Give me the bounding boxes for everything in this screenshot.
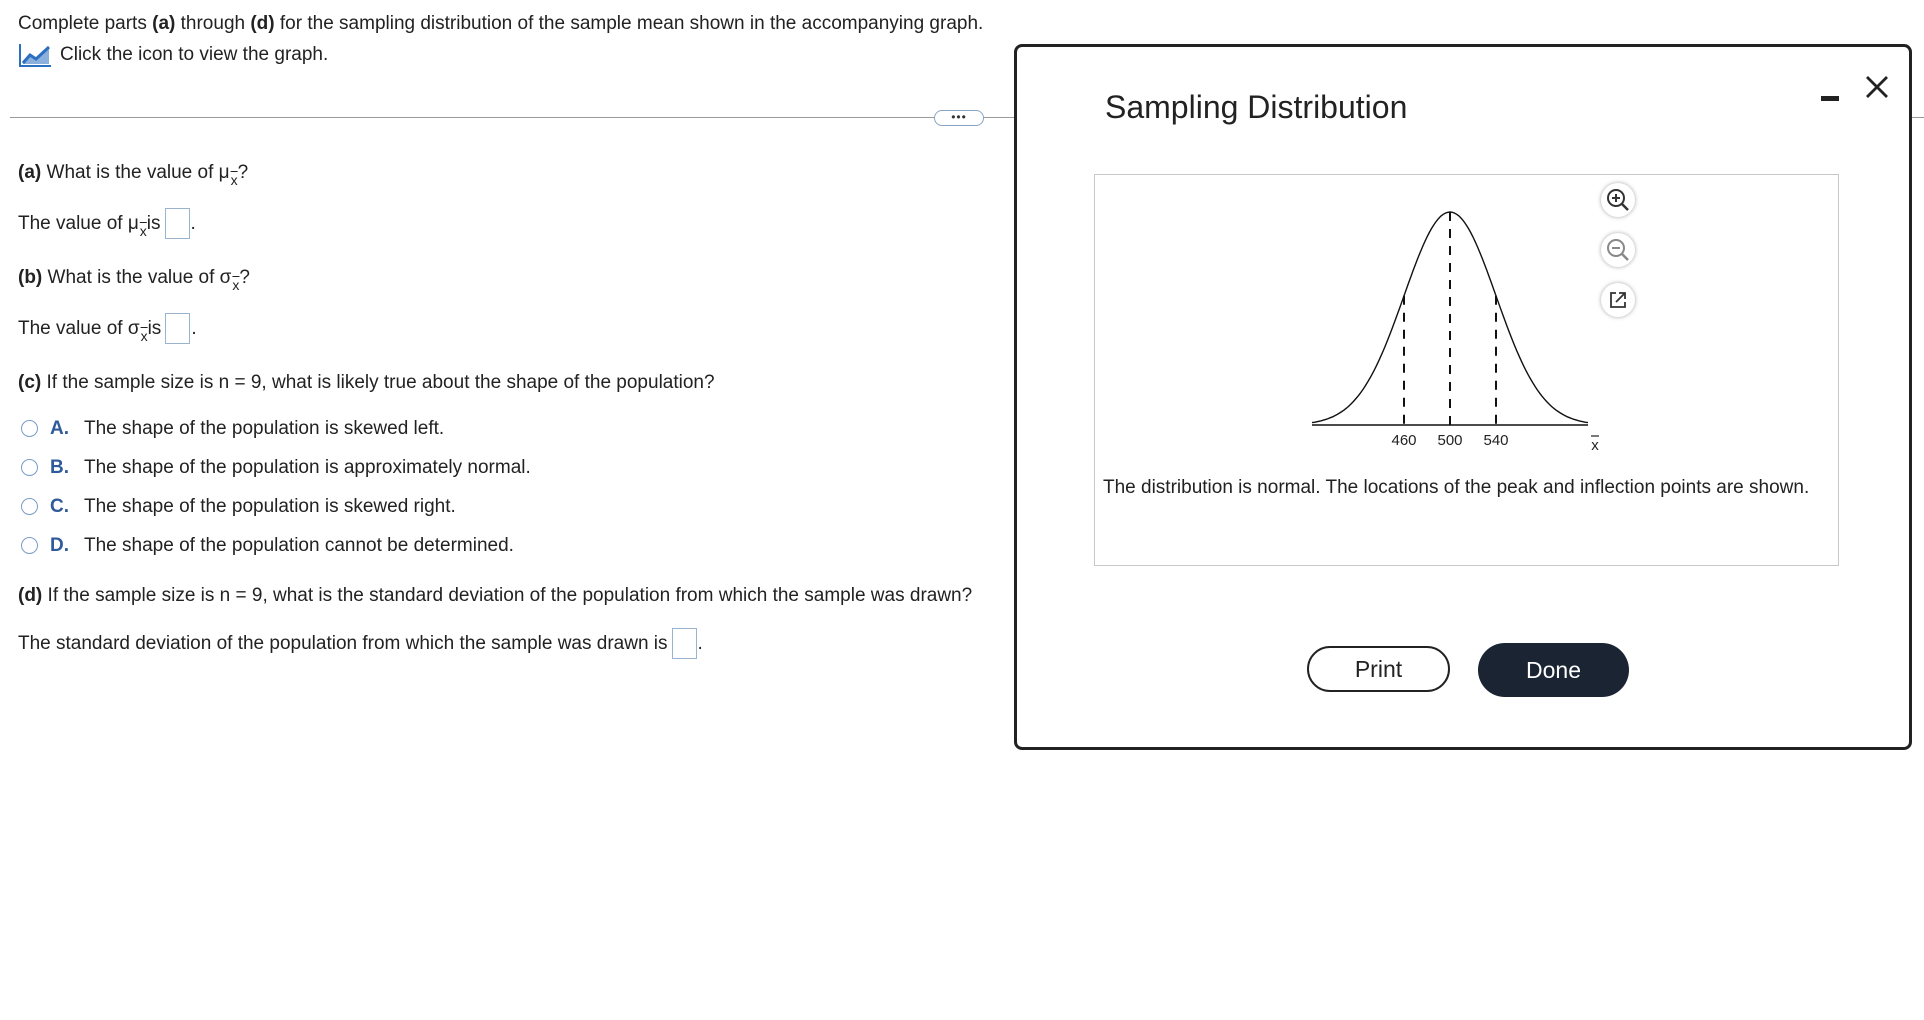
part-c-question: (c) If the sample size is n = 9, what is likely true about the shape of the population?: [18, 372, 715, 393]
dialog-title: Sampling Distribution: [1105, 89, 1408, 125]
option-a-text[interactable]: The shape of the population is skewed left.: [84, 418, 445, 439]
print-button[interactable]: Print: [1307, 646, 1450, 692]
normal-curve-graph: [1095, 175, 1838, 465]
tick-label-460: 460: [1391, 432, 1417, 449]
axis-label-x: x: [1591, 437, 1599, 454]
open-external-button[interactable]: [1601, 283, 1635, 317]
option-d-letter: D.: [50, 535, 69, 556]
close-icon[interactable]: [1863, 73, 1891, 107]
part-d-answer-input[interactable]: [672, 628, 697, 659]
zoom-in-icon[interactable]: [1601, 183, 1635, 217]
sampling-distribution-dialog: [1014, 44, 1912, 750]
graph-link[interactable]: [18, 41, 328, 69]
tick-label-500: 500: [1437, 432, 1463, 449]
option-b-radio[interactable]: [21, 459, 38, 476]
part-d-answer-row: The standard deviation of the population from which the sample was drawn is .: [18, 628, 703, 659]
instruction-text: Complete parts (a) through (d) for the sampling distribution of the sample mean shown in the accompanying graph.: [18, 13, 984, 34]
zoom-out-icon[interactable]: [1601, 233, 1635, 267]
external-link-icon[interactable]: [1601, 283, 1635, 317]
minimize-icon[interactable]: [1819, 83, 1841, 111]
option-b-text[interactable]: The shape of the population is approximately normal.: [84, 457, 531, 478]
option-d-radio[interactable]: [21, 537, 38, 554]
tick-label-540: 540: [1483, 432, 1509, 449]
graph-link-label[interactable]: Click the icon to view the graph.: [60, 44, 329, 65]
zoom-out-button[interactable]: [1601, 233, 1635, 267]
done-button[interactable]: Done: [1478, 643, 1629, 697]
graph-panel: [1094, 174, 1839, 566]
option-a-letter: A.: [50, 418, 69, 439]
part-b-answer-row: The value of σ $\overline{x}$ is .: [18, 313, 197, 344]
part-b-question: (b) What is the value of $\sigma_{\overline{x}}$?: [18, 267, 250, 293]
chart-icon[interactable]: [18, 42, 52, 68]
zoom-in-button[interactable]: [1601, 183, 1635, 217]
part-a-answer-input[interactable]: [165, 208, 190, 239]
part-a-answer-row: The value of μ $\overline{x}$ is .: [18, 208, 196, 239]
option-c-letter: C.: [50, 496, 69, 517]
option-b-letter: B.: [50, 457, 69, 478]
option-d-text[interactable]: The shape of the population cannot be determined.: [84, 535, 514, 556]
graph-caption: The distribution is normal. The locations of the peak and inflection points are shown.: [1103, 477, 1810, 498]
option-c-radio[interactable]: [21, 498, 38, 515]
option-a-radio[interactable]: [21, 420, 38, 437]
part-b-answer-input[interactable]: [165, 313, 190, 344]
part-d-question: (d) If the sample size is n = 9, what is the standard deviation of the population from which the sample was drawn?: [18, 585, 973, 606]
part-a-question: (a) What is the value of $\mu_{\overline{x}}$?: [18, 162, 249, 188]
option-c-text[interactable]: The shape of the population is skewed right.: [84, 496, 456, 517]
more-button[interactable]: •••: [934, 110, 984, 126]
